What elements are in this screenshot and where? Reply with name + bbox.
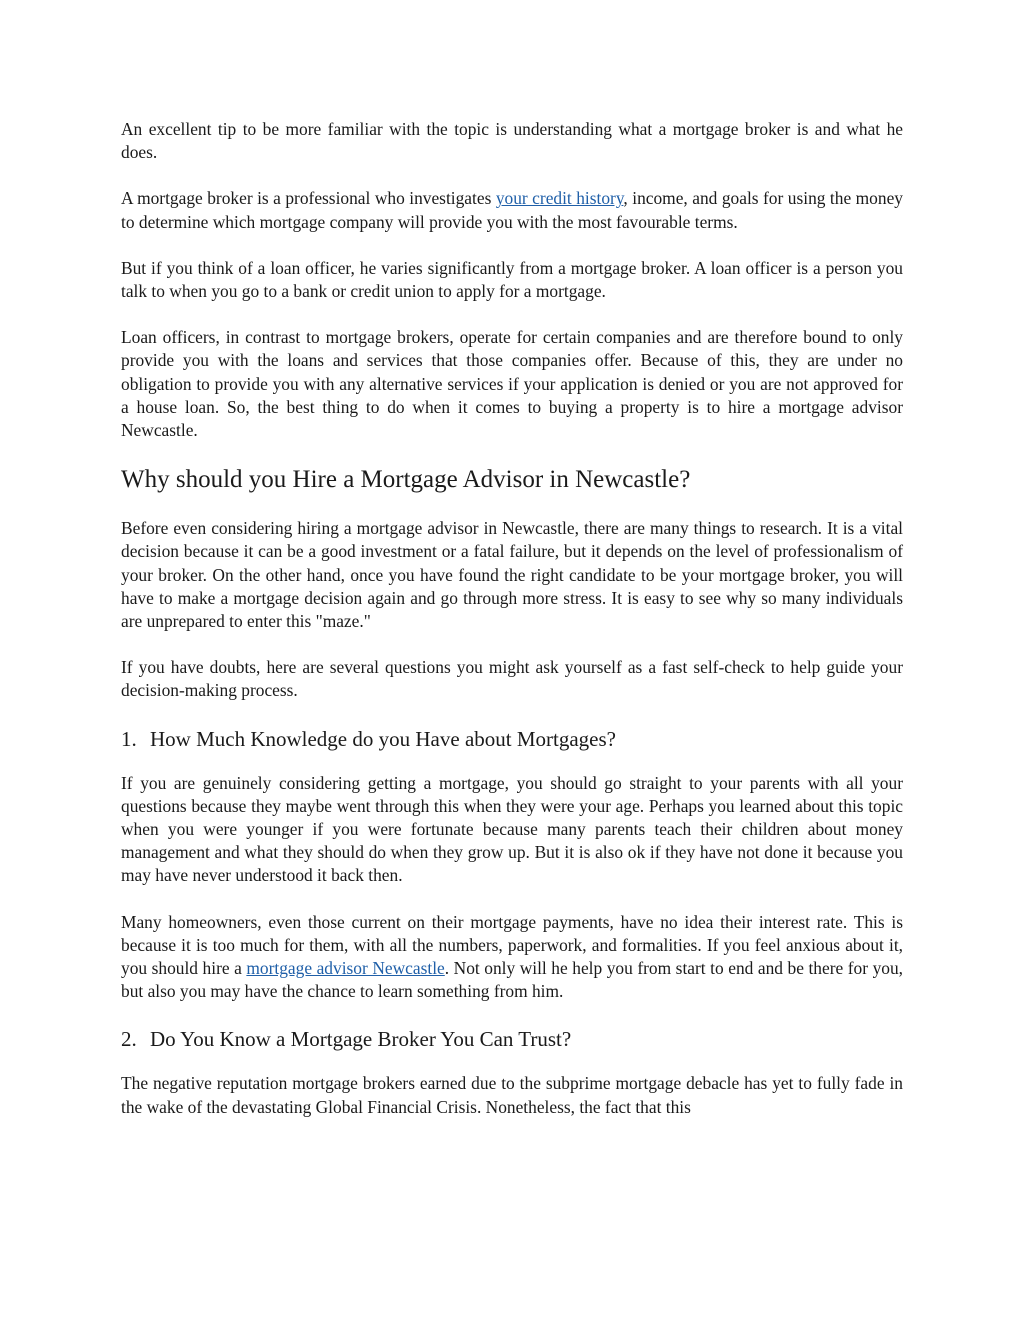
text-segment: Many homeowners, even those current on their mortgage payments, have no idea their interest rate. This is because it is too much for them, with all the numbers, paperwork, and formalities. If you feel anxious about it, you should hire a xyxy=(121,911,903,979)
question-text: Do You Know a Mortgage Broker You Can Trust? xyxy=(150,1027,572,1052)
main-heading: Why should you Hire a Mortgage Advisor in Newcastle? xyxy=(121,466,691,494)
document-page xyxy=(121,118,903,1142)
text-segment: A mortgage broker is a professional who investigates xyxy=(121,188,496,209)
paragraph-reputation: The negative reputation mortgage brokers earned due to the subprime mortgage debacle has yet to fully fade in the wake of the devastating Global Financial Crisis. Nonetheless, the fact that this xyxy=(121,1073,903,1117)
text-segment: . Not only will he help you from start to end and be there for you, but also you may have the chance to learn something from him. xyxy=(121,958,903,1002)
question-heading-2 xyxy=(121,1026,903,1052)
credit-history-link[interactable]: your credit history xyxy=(495,188,624,209)
question-heading-1 xyxy=(121,726,903,752)
paragraph-broker-definition xyxy=(121,187,903,233)
paragraph-loan-officers-contrast: Loan officers, in contrast to mortgage brokers, operate for certain companies and are therefore bound to only provide you with the loans and services that those companies offer. Because of this, they are under no obligation to provide you with any alternative services if your application is denied or you are not approved for a house loan. So, the best thing to do when it comes to buying a property is to hire a mortgage advisor Newcastle. xyxy=(121,327,903,441)
text-segment: , income, and goals for using the money to determine which mortgage company will provide you with the most favourable terms. xyxy=(121,188,903,232)
mortgage-advisor-newcastle-link[interactable]: mortgage advisor Newcastle xyxy=(246,958,445,979)
paragraph-self-check: If you have doubts, here are several questions you might ask yourself as a fast self-check to help guide your decision-making process. xyxy=(121,657,903,701)
paragraph-homeowners xyxy=(121,911,903,1004)
question-number: 2. xyxy=(121,1027,137,1052)
paragraph-intro: An excellent tip to be more familiar with the topic is understanding what a mortgage broker is and what he does. xyxy=(121,119,903,163)
paragraph-loan-officer: But if you think of a loan officer, he varies significantly from a mortgage broker. A loan officer is a person you talk to when you go to a bank or credit union to apply for a mortgage. xyxy=(121,257,903,302)
paragraph-before-hiring: Before even considering hiring a mortgage advisor in Newcastle, there are many things to research. It is a vital decision because it can be a good investment or a fatal failure, but it depends on the level of professionalism of your broker. On the other hand, once you have found the right candidate to be your mortgage broker, you will have to make a mortgage decision again and go through more stress. It is easy to see why so many individuals are unprepared to enter this "maze." xyxy=(121,518,903,632)
paragraph-knowledge: If you are genuinely considering getting a mortgage, you should go straight to your parents with all your questions because they maybe went through this when they were your age. Perhaps you learned about this topic when you were younger if you were fortunate because many parents teach their children about money management and what they should do when they grow up. But it is also ok if they have not done it because you may have never understood it back then. xyxy=(121,772,903,886)
question-text: How Much Knowledge do you Have about Mortgages? xyxy=(150,726,616,751)
question-number: 1. xyxy=(121,726,137,751)
